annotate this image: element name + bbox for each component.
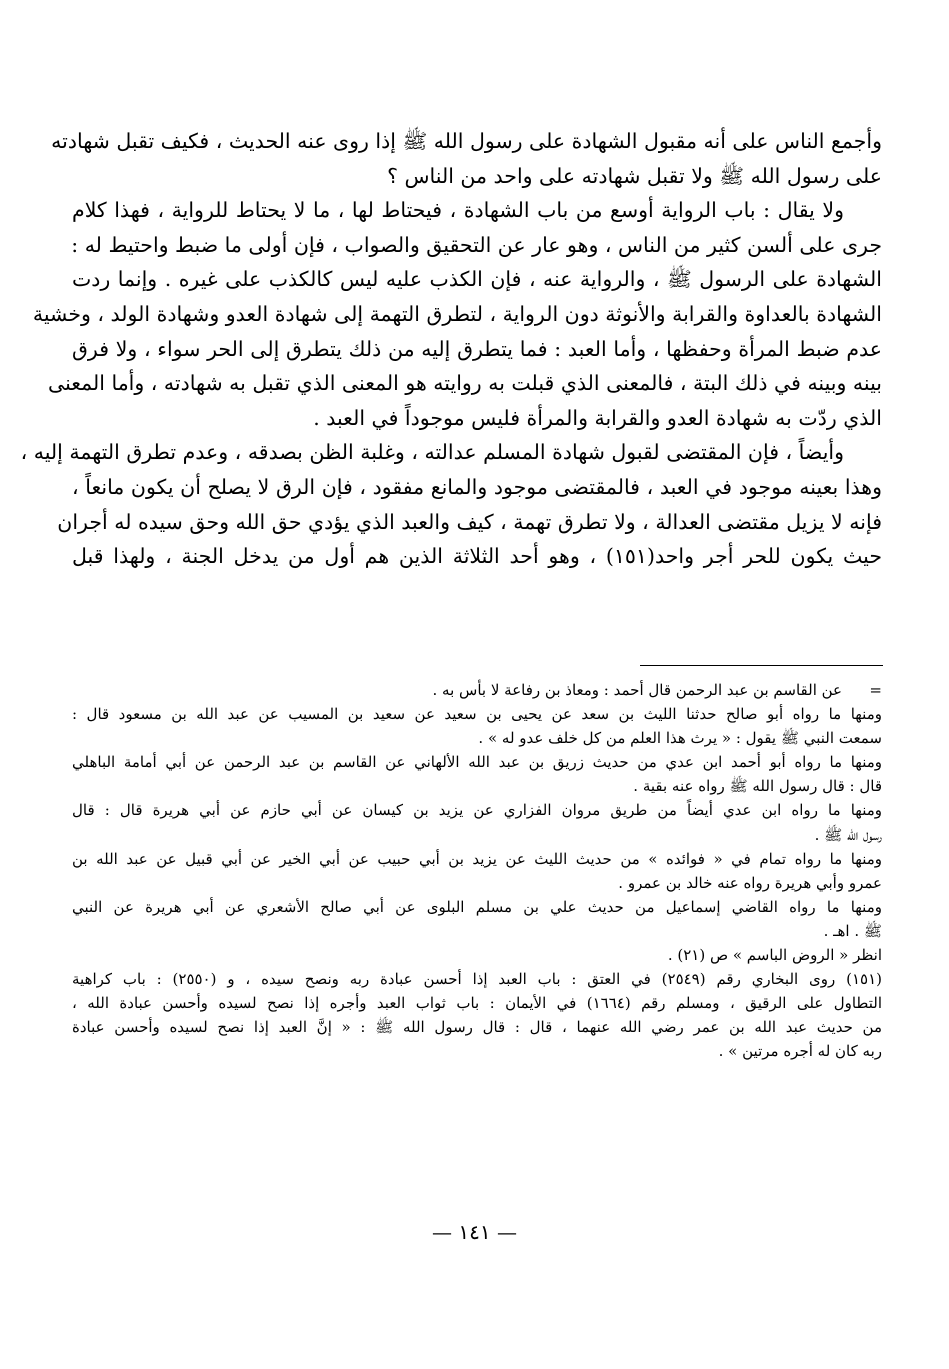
main-line: بينه وبينه في ذلك البتة ، فالمعنى الذي قبلت به روايته هو المعنى الذي تقبل به شهادته ، وأما المعنى	[47, 371, 882, 396]
footnote-line: ومنها ما رواه أبو أحمد ابن عدي من حديث زريق بن عبد الله الألهاني عن القاسم بن عبد الرحمن عن أبي أمامة الباهلي	[72, 753, 882, 772]
footnote-line: قال : قال رسول الله ﷺ رواه عنه بقية .	[633, 777, 882, 796]
main-line: عدم ضبط المرأة وحفظها ، وأما العبد : فما يتطرق إليه من ذلك يتطرق إلى الحر سواء ، ولا فرق	[72, 336, 882, 361]
main-line: وهذا بعينه موجود في العبد ، فالمقتضى موجود والمانع مفقود ، فإن الرق لا يصلح أن يكون مانعاً ،	[72, 474, 882, 499]
footnote-line: ومنها ما رواه أبو صالح حدثنا الليث بن سعد عن يحيى بن سعيد عن سعيد بن المسيب عن عبد الله بن مسعود قال :	[72, 705, 882, 724]
main-line: وأجمع الناس على أنه مقبول الشهادة على رسول الله ﷺ إذا روى عنه الحديث ، فكيف تقبل شهادته	[51, 129, 882, 153]
footnote-line: انظر « الروض الباسم » ص (٢١) .	[667, 946, 882, 965]
main-line: على رسول الله ﷺ ولا تقبل شهادته على واحد من الناس ؟	[387, 163, 882, 188]
footnote-line: سمعت النبي ﷺ يقول : « يرث هذا العلم من كل خلف عدو له » .	[478, 729, 882, 748]
main-line: ولا يقال : باب الرواية أوسع من باب الشهادة ، فيحتاط لها ، ما لا يحتاط للرواية ، فهذا كلام	[72, 198, 844, 223]
footnote-line: ﷺ . اهـ .	[823, 921, 882, 940]
main-line: وأيضاً ، فإن المقتضى لقبول شهادة المسلم عدالته ، وغلبة الظن بصدقه ، وعدم تطرق التهمة إليه ،	[20, 440, 844, 465]
footnote-151-line: من حديث عبد الله بن عمر رضي الله عنهما ، قال : قال رسول الله ﷺ : « إنَّ العبد إذا نصح لسيده وأحسن عبادة	[72, 1018, 882, 1037]
continuation-mark: =	[869, 681, 882, 699]
footnote-line: ومنها ما رواه القاضي إسماعيل من حديث علي بن مسلم البلوى عن أبي صالح الأشعري عن أبي هريرة عن النبي	[72, 897, 882, 916]
main-line: جرى على ألسن كثير من الناس ، وهو عار عن التحقيق والصواب ، فإن أولى ما ضبط واحتيط له :	[71, 232, 882, 257]
footnote-151-line: ربه كان له أجره مرتين » .	[718, 1042, 882, 1061]
main-line: الذي ردّت به شهادة العدو والقرابة والمرأة فليس موجوداً في العبد .	[313, 405, 882, 430]
footnote-line: رسول الله ﷺ .	[814, 825, 882, 844]
footnote-line: ومنها ما رواه ابن عدي أيضاً من طريق مروان الفزاري عن يزيد بن كيسان عن أبي حازم عن أبي هريرة قال : قال	[72, 801, 882, 820]
page-number: — ١٤١ —	[432, 1220, 517, 1244]
main-line: فإنه لا يزيل مقتضى العدالة ، ولا تطرق تهمة ، كيف والعبد الذي يؤدي حق الله وحق سيده له أجران	[57, 509, 882, 534]
footnote-line: ومنها ما رواه تمام في « فوائده » من حديث الليث عن يزيد بن أبي حبيب عن أبي الخير عن أبي قبيل عن عبد الله بن	[72, 849, 882, 868]
main-line: الشهادة على الرسول ﷺ ، والرواية عنه ، فإن الكذب عليه ليس كالكذب على غيره . وإنما ردت	[72, 267, 882, 292]
footnote-line: عمرو وأبي هريرة رواه عنه خالد بن عمرو .	[618, 873, 882, 892]
footnote-line	[72, 678, 882, 702]
footnotes-block	[72, 678, 882, 1064]
footnote-text: عن القاسم بن عبد الرحمن قال أحمد : ومعاذ بن رفاعة لا بأس به .	[432, 681, 842, 699]
main-line: حيث يكون للحر أجر واحد(١٥١) ، وهو أحد الثلاثة الذين هم أول من يدخل الجنة ، ولهذا قبل	[72, 544, 882, 569]
main-line: الشهادة بالعداوة والقرابة والأنوثة دون الرواية ، لتطرق التهمة إلى شهادة العدو وشهادة الولد ، وخشية	[32, 301, 882, 326]
main-text-block	[20, 124, 882, 574]
footnote-151-line: التطاول على الرقيق ، ومسلم رقم (١٦٦٤) في الأيمان : باب ثواب العبد وأجره إذا نصح لسيده وأحسن عبادة الله ،	[72, 994, 882, 1013]
footnote-151-line: (١٥١) روى البخاري رقم (٢٥٤٩) في العتق : باب العبد إذا أحسن عبادة ربه ونصح سيده ، و (٢٥٥٠) : باب كراهية	[72, 970, 883, 989]
footnote-separator	[640, 665, 883, 666]
